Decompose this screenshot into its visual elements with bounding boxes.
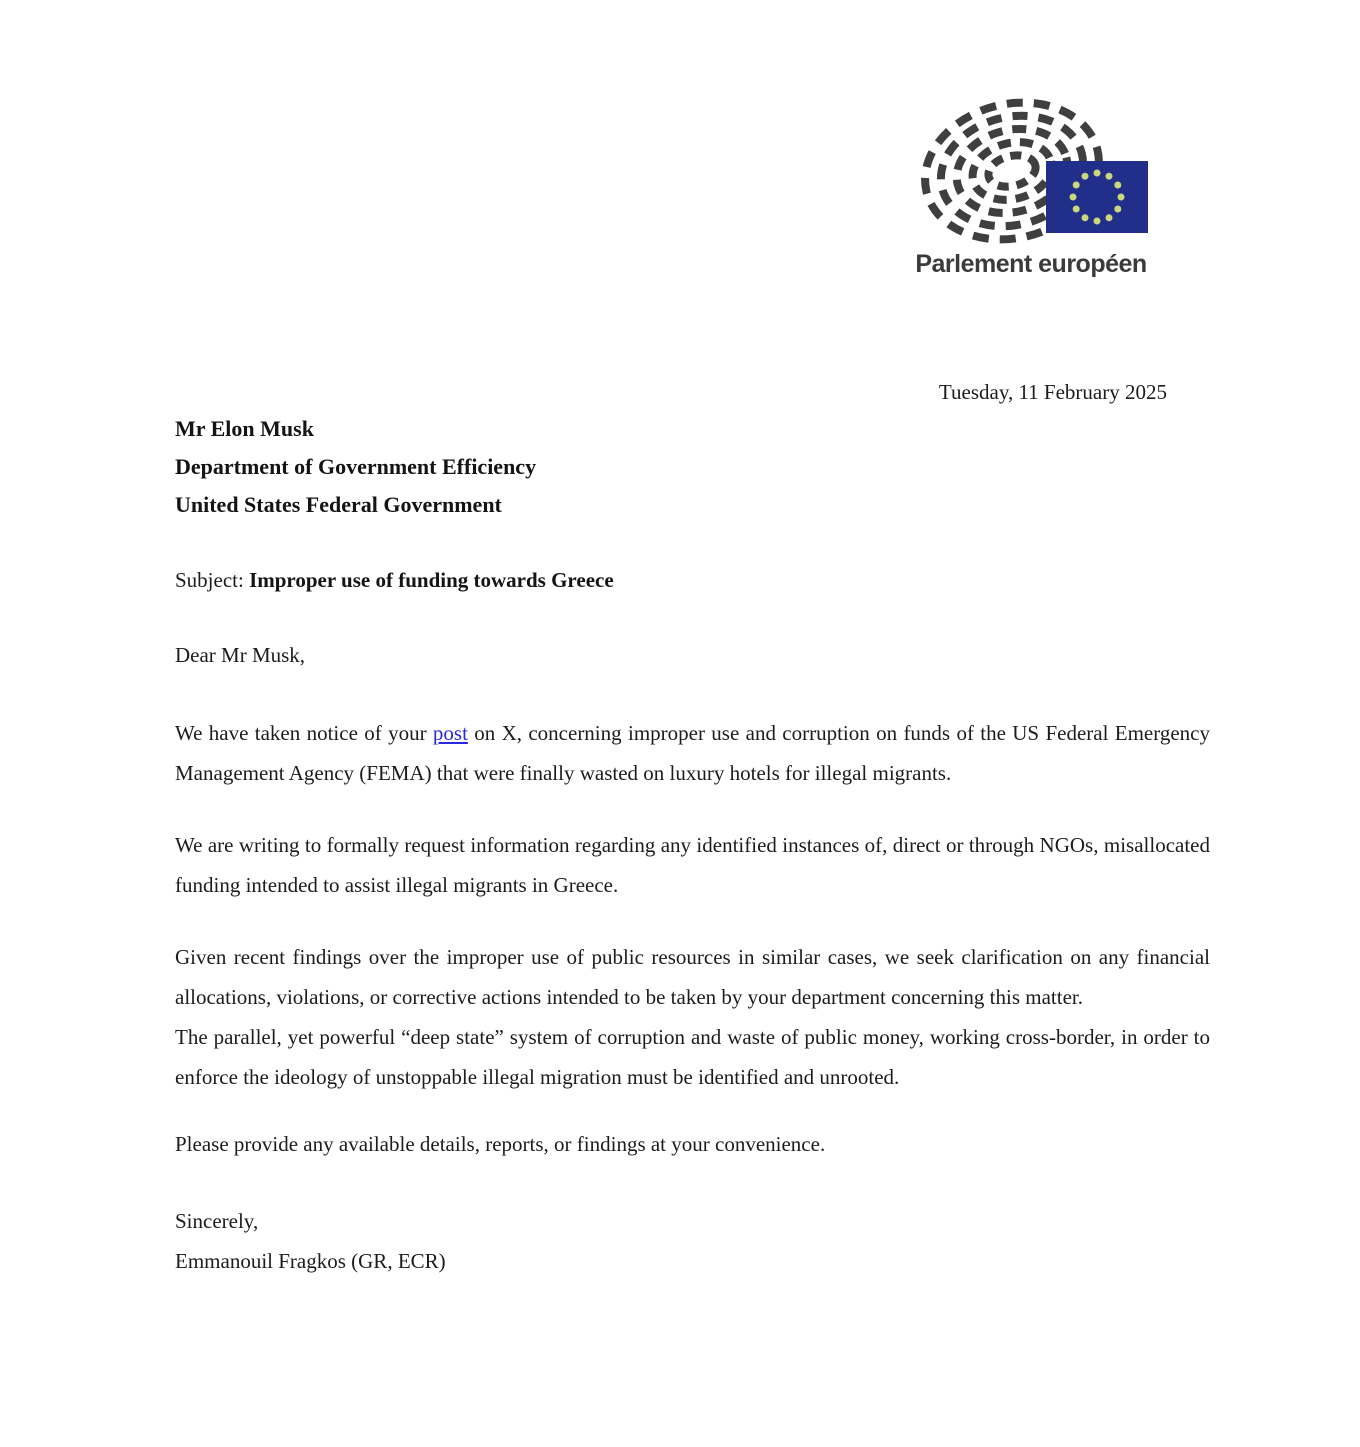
- subject-label: Subject:: [175, 568, 250, 592]
- signature: Emmanouil Fragkos (GR, ECR): [175, 1249, 446, 1273]
- paragraph-please-provide: Please provide any available details, reports, or findings at your convenience.: [175, 1132, 826, 1156]
- post-link[interactable]: post: [432, 721, 468, 745]
- closing-block: [175, 1201, 1210, 1281]
- p1-text-before: We have taken notice of your: [175, 721, 433, 745]
- letter-content: [175, 378, 1210, 1281]
- recipient-department: Department of Government Efficiency: [175, 454, 537, 479]
- paragraph-fema-notice: [175, 713, 1210, 793]
- paragraph-information-request: We are writing to formally request information regarding any identified instances of, direct or through NGOs, misallocated funding intended to assist illegal migrants in Greece.: [175, 833, 1210, 897]
- hemicycle-flag-graphic: [905, 95, 1157, 247]
- european-parliament-logo: [905, 95, 1157, 279]
- recipient-government: United States Federal Government: [175, 492, 502, 517]
- logo-wordmark: Parlement européen: [915, 250, 1147, 278]
- recipient-block: [175, 410, 1210, 524]
- subject-text: Improper use of funding towards Greece: [249, 568, 614, 592]
- paragraph-clarification: Given recent findings over the improper use of public resources in similar cases, we seek clarification on any financial allocations, violations, or corrective actions intended to be taken by your department concerning this matter.: [175, 945, 1210, 1009]
- p1-text-after: on X, concerning improper use and corruption on funds of the US Federal Emergency Management Agency (FEMA) that were finally wasted on luxury hotels for illegal migrants.: [175, 721, 1210, 785]
- subject-line: [175, 565, 1210, 595]
- letter-date: Tuesday, 11 February 2025: [938, 380, 1167, 404]
- paragraph-deep-state: The parallel, yet powerful “deep state” system of corruption and waste of public money, working cross-border, in order to enforce the ideology of unstoppable illegal migration must be identified and unrooted.: [175, 1025, 1210, 1089]
- closing: Sincerely,: [175, 1209, 259, 1233]
- salutation: Dear Mr Musk,: [175, 643, 306, 667]
- recipient-name: Mr Elon Musk: [175, 416, 314, 441]
